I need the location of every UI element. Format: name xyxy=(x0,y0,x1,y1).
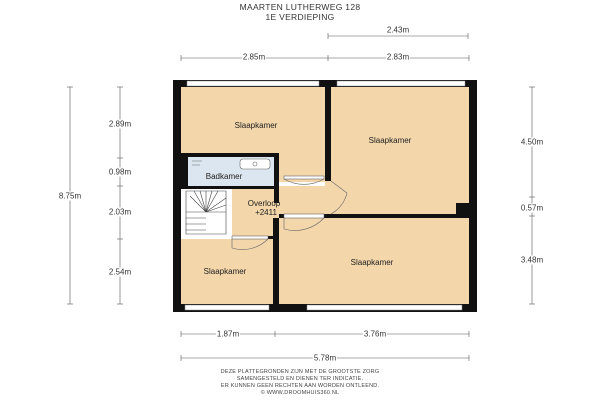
dim-right-2: 0.57m xyxy=(520,203,544,213)
window-top-left xyxy=(187,81,319,86)
window-top-right xyxy=(337,81,465,86)
label-slaapkamer-top-left: Slaapkamer xyxy=(234,121,278,130)
dim-top-extra: 2.43m xyxy=(386,25,410,35)
footer-line-1: DEZE PLATTEGRONDEN ZIJN MET DE GROOTSTE ZORG xyxy=(220,369,380,375)
dim-right-3: 3.48m xyxy=(520,255,544,265)
dim-bottom-right: 3.76m xyxy=(363,329,387,339)
label-overloop: Overloop xyxy=(247,199,281,208)
label-slaapkamer-bottom-left: Slaapkamer xyxy=(203,267,247,276)
floor-title: 1E VERDIEPING xyxy=(265,12,335,22)
label-overloop-level: +2411 xyxy=(255,208,277,217)
dim-top-right: 2.83m xyxy=(386,52,410,62)
window-bottom-left xyxy=(185,305,269,310)
footer-line-4: © WWW.DROOMHUIS360.NL xyxy=(260,390,340,396)
dim-top-left: 2.85m xyxy=(242,52,266,62)
dim-bottom-total: 5.78m xyxy=(313,353,337,363)
window-bottom-right xyxy=(307,305,462,310)
room-slaapkamer-top-right xyxy=(331,87,469,214)
dim-left-3: 2.03m xyxy=(108,207,132,217)
label-slaapkamer-top-right: Slaapkamer xyxy=(368,136,412,145)
label-slaapkamer-bottom-right: Slaapkamer xyxy=(350,258,394,267)
dim-bottom-left: 1.87m xyxy=(216,329,240,339)
label-badkamer: Badkamer xyxy=(205,172,243,181)
footer-line-3: ER KUNNEN GEEN RECHTEN AAN WORDEN ONTLEEND. xyxy=(220,383,380,389)
address-title: MAARTEN LUTHERWEG 128 xyxy=(239,2,361,12)
footer-line-2: SAMENGESTELD EN DIENEN TER INDICATIE. xyxy=(236,376,364,382)
dim-right-1: 4.50m xyxy=(520,137,544,147)
dim-left-4: 2.54m xyxy=(108,267,132,277)
stairs xyxy=(181,186,232,239)
dim-left-1: 2.89m xyxy=(108,119,132,129)
dim-left-2: 0.98m xyxy=(108,167,132,177)
dim-left-total: 8.75m xyxy=(58,191,82,201)
